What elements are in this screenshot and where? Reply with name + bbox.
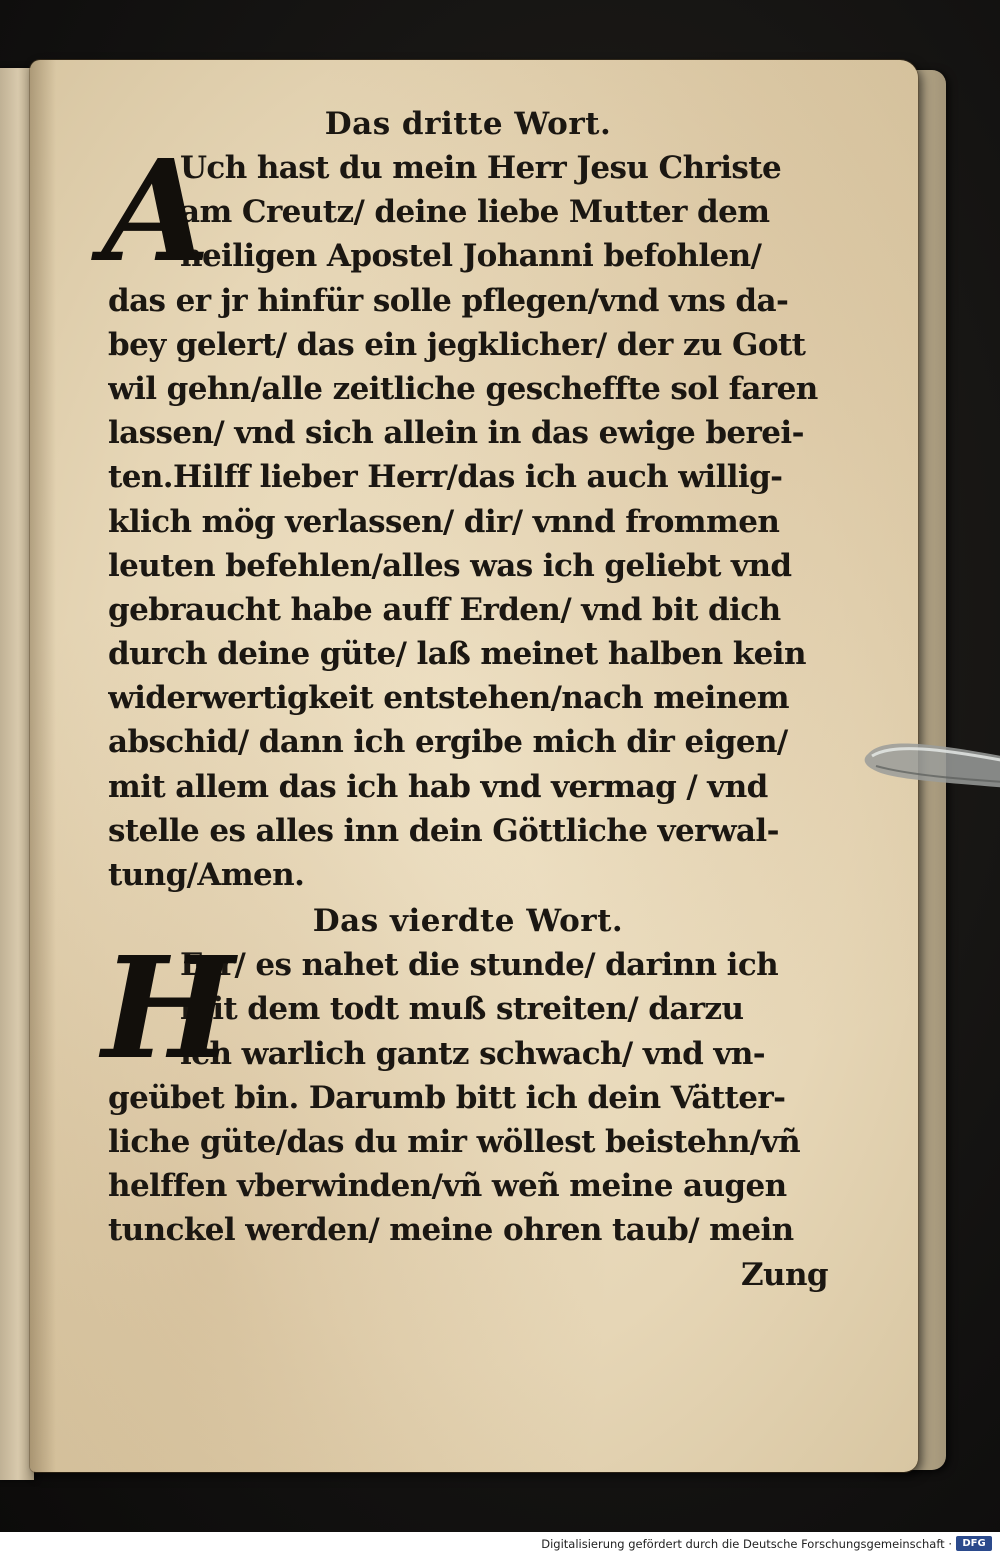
text-line: am Creutz/ deine liebe Mutter dem: [180, 194, 770, 231]
text-line: widerwertigkeit entstehen/nach meinem: [108, 680, 789, 717]
text-line: durch deine güte/ laß meinet halben kein: [108, 636, 806, 673]
section-heading-third-word: Das dritte Wort.: [324, 106, 612, 142]
footer-bar: [0, 1532, 1000, 1554]
paragraph-third-word: [102, 130, 828, 897]
text-line: Err/ es nahet die stunde/ darinn ich: [180, 947, 779, 984]
text-line: bey gelert/ das ein jegklicher/ der zu Gott: [108, 326, 806, 363]
text-line: helffen vberwinden/vñ weñ meine augen: [108, 1168, 787, 1205]
text-line: ten.Hilff lieber Herr/das ich auch willig-: [108, 459, 783, 496]
text-line: klich mög verlassen/ dir/ vnnd frommen: [108, 503, 780, 540]
paragraph-fourth-word: [102, 927, 828, 1297]
page-text: [102, 102, 828, 1297]
catchword: Zung: [741, 1256, 828, 1293]
text-line: tung/Amen.: [108, 857, 305, 893]
gutter-shadow: [30, 60, 56, 1472]
section-heading-fourth-word: Das vierdte Wort.: [312, 903, 624, 940]
text-line: abschid/ dann ich ergibe mich dir eigen/: [108, 724, 788, 761]
text-line: stelle es alles inn dein Göttliche verwal-: [108, 812, 779, 849]
drop-cap-initial: H: [102, 927, 235, 1092]
text-line: das er jr hinfür solle pflegen/vnd vns da-: [108, 282, 789, 319]
drop-cap-initial: A: [102, 130, 211, 294]
text-line: Uch hast du mein Herr Jesu Christe: [180, 150, 782, 186]
page-pointer-icon: [862, 732, 1000, 790]
book-page: [30, 60, 918, 1472]
left-facing-page-edge: [0, 68, 34, 1480]
text-line: wil gehn/alle zeitliche gescheffte sol faren: [108, 370, 818, 407]
text-line: ich warlich gantz schwach/ vnd vn-: [180, 1035, 766, 1072]
dfg-logo-icon: DFG: [956, 1536, 992, 1551]
funding-credit: Digitalisierung gefördert durch die Deutsche Forschungsgemeinschaft ·: [541, 1537, 952, 1551]
text-line: leuten befehlen/alles was ich geliebt vnd: [108, 547, 792, 584]
text-line: heiligen Apostel Johanni befohlen/: [180, 238, 762, 275]
text-line: geübet bin. Darumb bitt ich dein Vätter-: [108, 1079, 786, 1116]
text-line: tunckel werden/ meine ohren taub/ mein: [108, 1212, 794, 1249]
text-line: gebraucht habe auff Erden/ vnd bit dich: [108, 591, 781, 628]
text-line: liche güte/das du mir wöllest beistehn/vñ: [108, 1123, 801, 1160]
text-line: mit dem todt muß streiten/ darzu: [180, 991, 744, 1028]
text-line: mit allem das ich hab vnd vermag / vnd: [108, 768, 768, 805]
text-line: lassen/ vnd sich allein in das ewige berei-: [108, 415, 804, 452]
